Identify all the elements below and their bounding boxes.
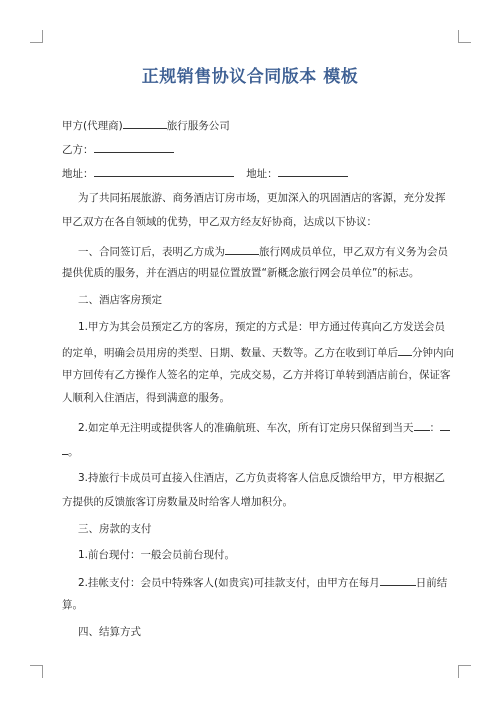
clause1-text-b: 旅行网成员单位，甲乙双方有义务为会员 [259, 246, 448, 258]
item2-3-line-1: 3.持旅行卡成员可直接入住酒店，乙方负责将客人信息反馈给甲方，甲方根据乙 [78, 472, 446, 484]
section2-heading: 二、酒店客房预定 [78, 294, 162, 306]
item2-1-line-3: 甲方回传有乙方操作人签名的定单，完成交易，乙方并将订单转到酒店前台，保证客 [62, 369, 451, 381]
item2-3-line-2: 方提供的反馈旅客订房数量及时给客人增加积分。 [62, 496, 293, 508]
party-b-label: 乙方： [62, 144, 94, 156]
item2-2-text-a: 2.如定单无注明或提供客人的准确航班、车次，所有订定房只保留到当天 [78, 422, 414, 434]
address-line [62, 165, 452, 181]
document-title: 正规销售协议合同版本 模板 [141, 67, 359, 87]
section4-heading: 四、结算方式 [78, 626, 141, 638]
clause1-line-1 [78, 243, 468, 259]
clause1-blank [225, 243, 259, 255]
item2-1-text-a: 的定单，明确会员用房的类型、日期、数量、天数等。乙方在收到订单后 [62, 347, 398, 359]
clause1-line-2: 提供优质的服务，并在酒店的明显位置放置“新概念旅行网会员单位”的标志。 [62, 267, 420, 279]
item2-1-blank [398, 344, 412, 356]
item2-1-text-b: 分钟内向 [412, 347, 454, 359]
item2-2-blank-2 [440, 419, 450, 431]
item3-2-text-a: 2.挂帐支付：会员中特殊客人(如贵宾)可挂款支付，由甲方在每月 [78, 577, 380, 589]
item2-2-line-2 [62, 443, 452, 459]
crop-mark-bottom-right [458, 665, 471, 678]
item2-1-line-2 [62, 344, 452, 360]
item3-2-text-b: 日前结 [415, 577, 448, 589]
item2-1-line-1: 1.甲方为其会员预定乙方的客房，预定的方式是：甲方通过传真向乙方发送会员 [78, 321, 446, 333]
party-a-suffix: 旅行服务公司 [166, 120, 230, 132]
clause1-text-a: 一、合同签订后，表明乙方成为 [78, 246, 225, 258]
party-a-label: 甲方(代理商) [62, 120, 123, 132]
party-b-line [62, 141, 452, 157]
item2-2-blank-1 [414, 419, 430, 431]
address-label-1: 地址： [62, 168, 94, 180]
item2-2-text-b: ： [429, 422, 441, 434]
intro-line-2: 甲乙双方在各自领域的优势，甲乙双方经友好协商，达成以下协议： [62, 216, 377, 228]
item3-1-line: 1.前台现付：一般会员前台现付。 [78, 549, 236, 561]
address-blank-1 [94, 165, 234, 177]
crop-mark-top-right [458, 30, 471, 43]
section3-heading: 三、房款的支付 [78, 523, 152, 535]
item3-2-line-2: 算。 [62, 599, 83, 611]
party-b-blank [94, 141, 174, 153]
party-a-line [62, 117, 452, 133]
item3-2-line-1 [78, 574, 468, 590]
address-blank-2 [278, 165, 348, 177]
item2-2-line-1 [78, 419, 468, 435]
party-a-blank [123, 117, 167, 129]
address-label-2: 地址： [246, 168, 278, 180]
intro-line-1: 为了共同拓展旅游、商务酒店订房市场，更加深入的巩固酒店的客源，充分发挥 [78, 192, 446, 204]
crop-mark-bottom-left [30, 665, 43, 678]
item2-2-text-c: 。 [68, 446, 79, 458]
crop-mark-top-left [30, 30, 43, 43]
item3-2-blank [380, 574, 416, 586]
item2-1-line-4: 人顺利入住酒店，得到满意的服务。 [62, 392, 230, 404]
